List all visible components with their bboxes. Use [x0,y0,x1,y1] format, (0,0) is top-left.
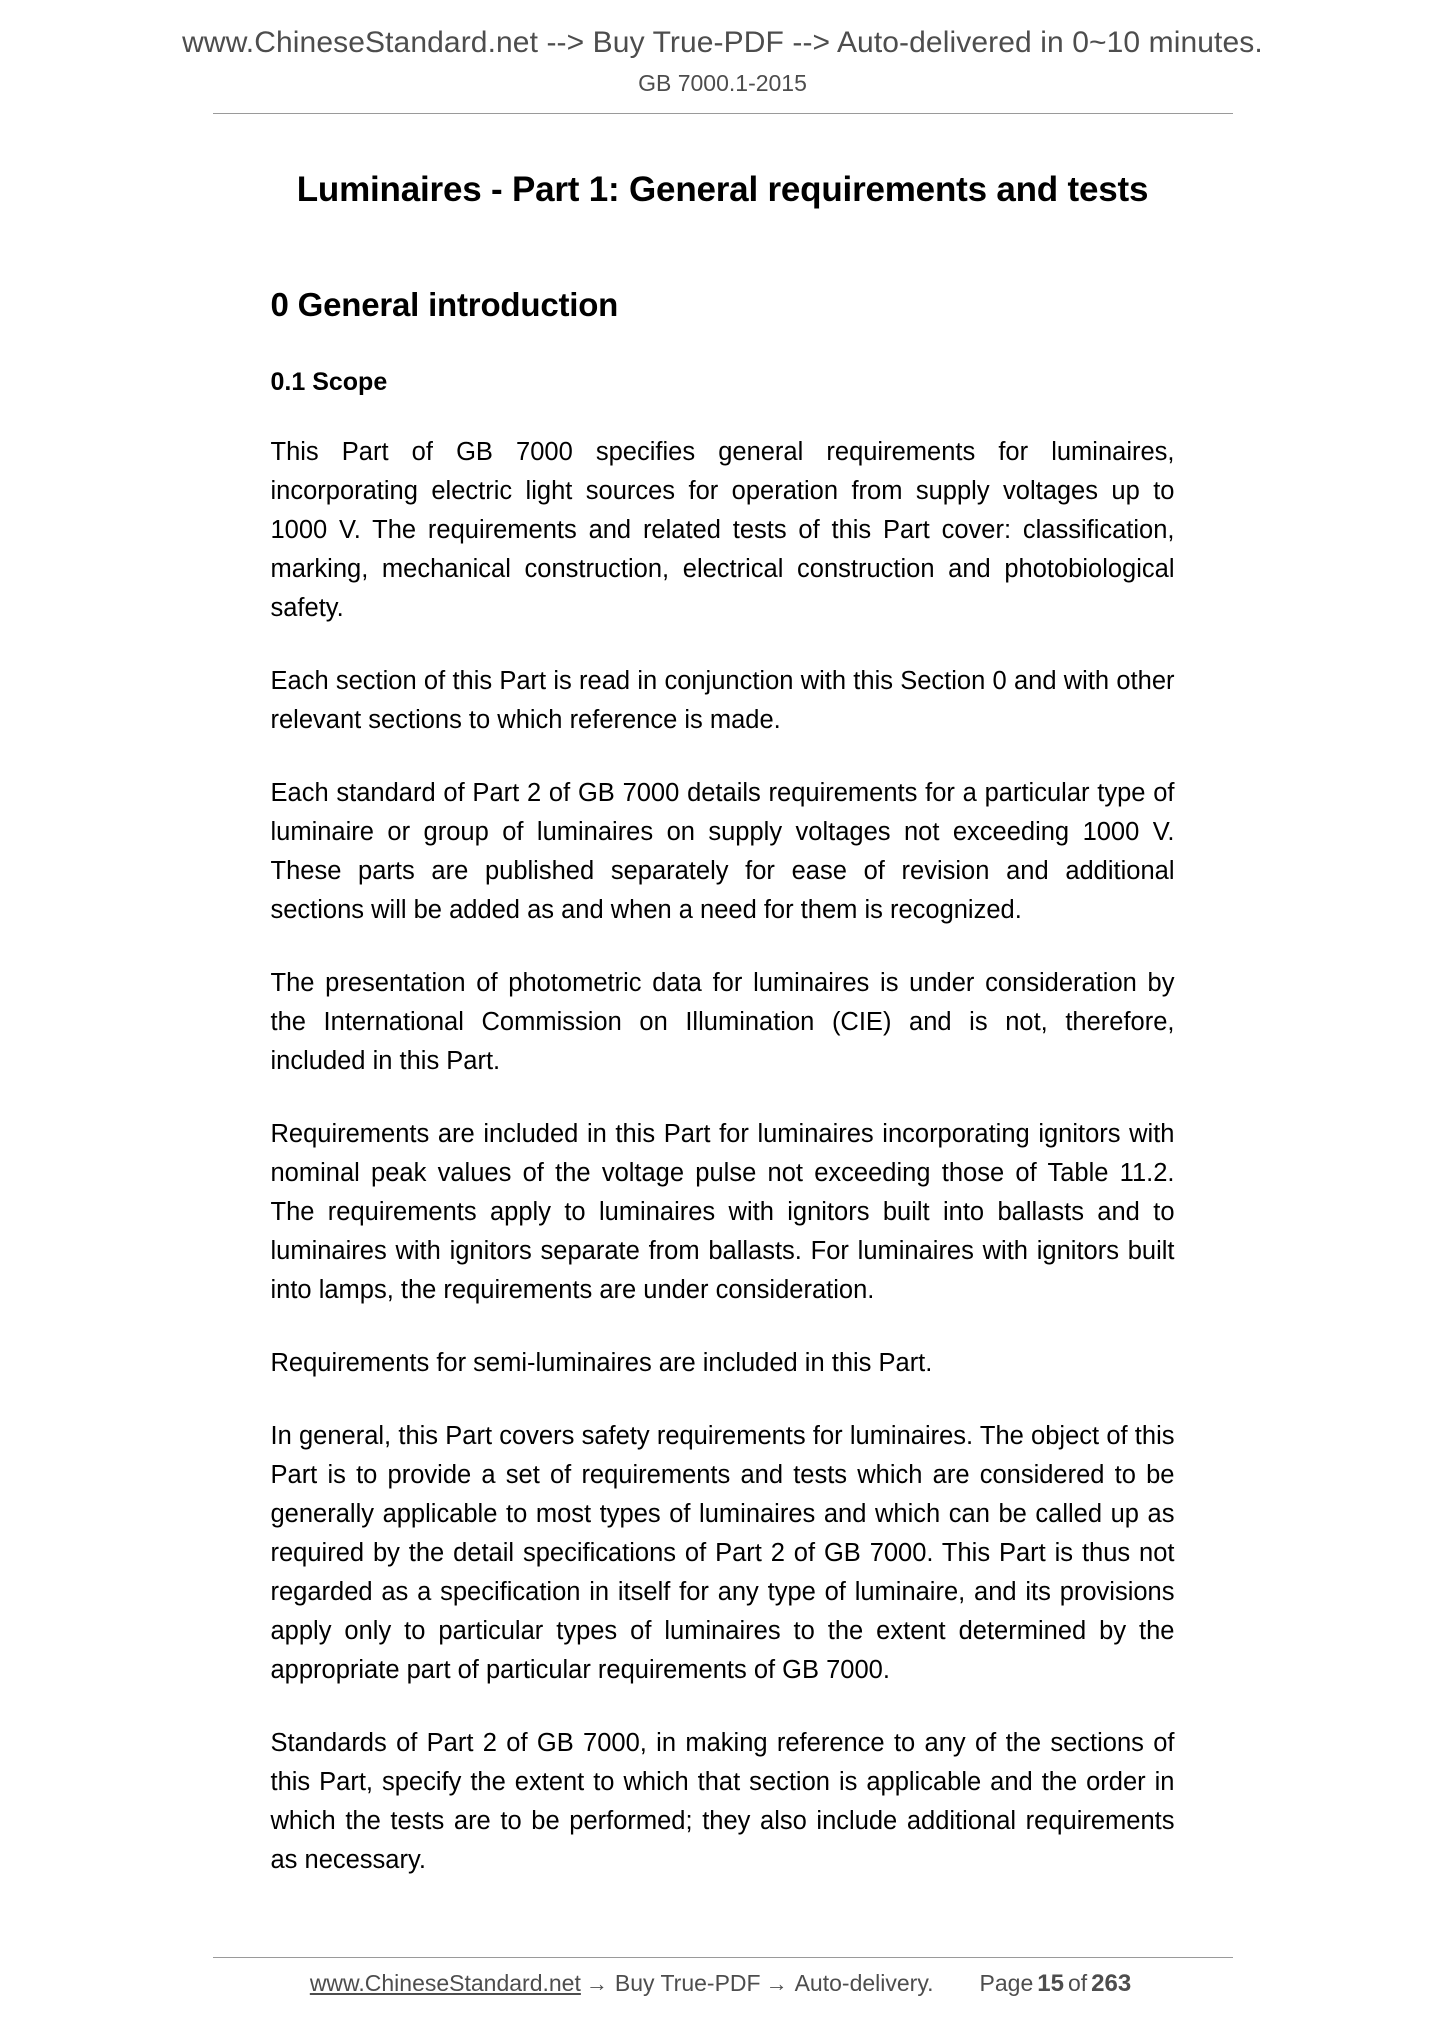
promo-banner: www.ChineseStandard.net --> Buy True-PDF --> Auto-delivered in 0~10 minutes. [182,26,1263,59]
paragraph-semi-luminaires: Requirements for semi-luminaires are included in this Part. [270,1349,933,1377]
footer-of-label: of [1067,1970,1088,1996]
paragraph-part2-standards: Standards of Part 2 of GB 7000, in making reference to any of the sections of this Part, specify the extent to which that section is applicable and the order in which the tests are to be performed; they also include additional requirements as necessary. [270,1729,1175,1874]
page-footer [0,1957,1445,1998]
body-column [271,286,1175,1880]
paragraph-scope-intro: This Part of GB 7000 specifies general requirements for luminaires, incorporating electric light sources for operation from supply voltages up to 1000 V. The requirements and related tests of this Part cover: classification, marking, mechanical construction, electrical construction and photobiological safety. [270,438,1175,622]
paragraph-each-section: Each section of this Part is read in conjunction with this Section 0 and with other relevant sections to which reference is made. [270,667,1175,734]
page-content [213,170,1233,1880]
section-heading: 0 General introduction [270,286,619,323]
footer-page-label: Page [979,1970,1034,1996]
arrow-right-icon-2: → [765,1971,788,1996]
subsection-heading: 0.1 Scope [270,368,388,396]
paragraph-safety-requirements: In general, this Part covers safety requirements for luminaires. The object of this Part is to provide a set of requirements and tests which are considered to be generally applicable to most types of luminaires and which can be called up as required by the detail specifications of Part 2 of GB 7000. This Part is thus not regarded as a specification in itself for any type of luminaire, and its provisions apply only to particular types of luminaires to the extent determined by the appropriate part of particular requirements of GB 7000. [270,1422,1175,1684]
paragraph-each-standard: Each standard of Part 2 of GB 7000 details requirements for a particular type of luminaire or group of luminaires on supply voltages not exceeding 1000 V. These parts are published separately for ease of revision and additional sections will be added as and when a need for them is recognized. [270,779,1175,924]
page-title: Luminaires - Part 1: General requirements and tests [296,170,1149,209]
footer-site-link[interactable]: www.ChineseStandard.net [309,1970,581,1996]
footer-delivery-text: Auto-delivery. [794,1970,934,1996]
footer-buy-text: Buy True-PDF [614,1970,761,1996]
arrow-right-icon: → [585,1971,608,1996]
footer-row [213,1970,1233,1998]
footer-total-pages: 263 [1091,1970,1132,1997]
footer-divider [213,1957,1233,1958]
standard-code: GB 7000.1-2015 [638,70,807,96]
header-divider [213,113,1233,114]
footer-page-number: 15 [1037,1970,1064,1997]
page-header [0,0,1445,114]
paragraph-photometric-data: The presentation of photometric data for luminaires is under consideration by the International Commission on Illumination (CIE) and is not, therefore, included in this Part. [270,969,1175,1075]
paragraph-ignitor-requirements: Requirements are included in this Part for luminaires incorporating ignitors with nominal peak values of the voltage pulse not exceeding those of Table 11.2. The requirements apply to luminaires with ignitors built into ballasts and to luminaires with ignitors separate from ballasts. For luminaires with ignitors built into lamps, the requirements are under consideration. [270,1120,1175,1304]
